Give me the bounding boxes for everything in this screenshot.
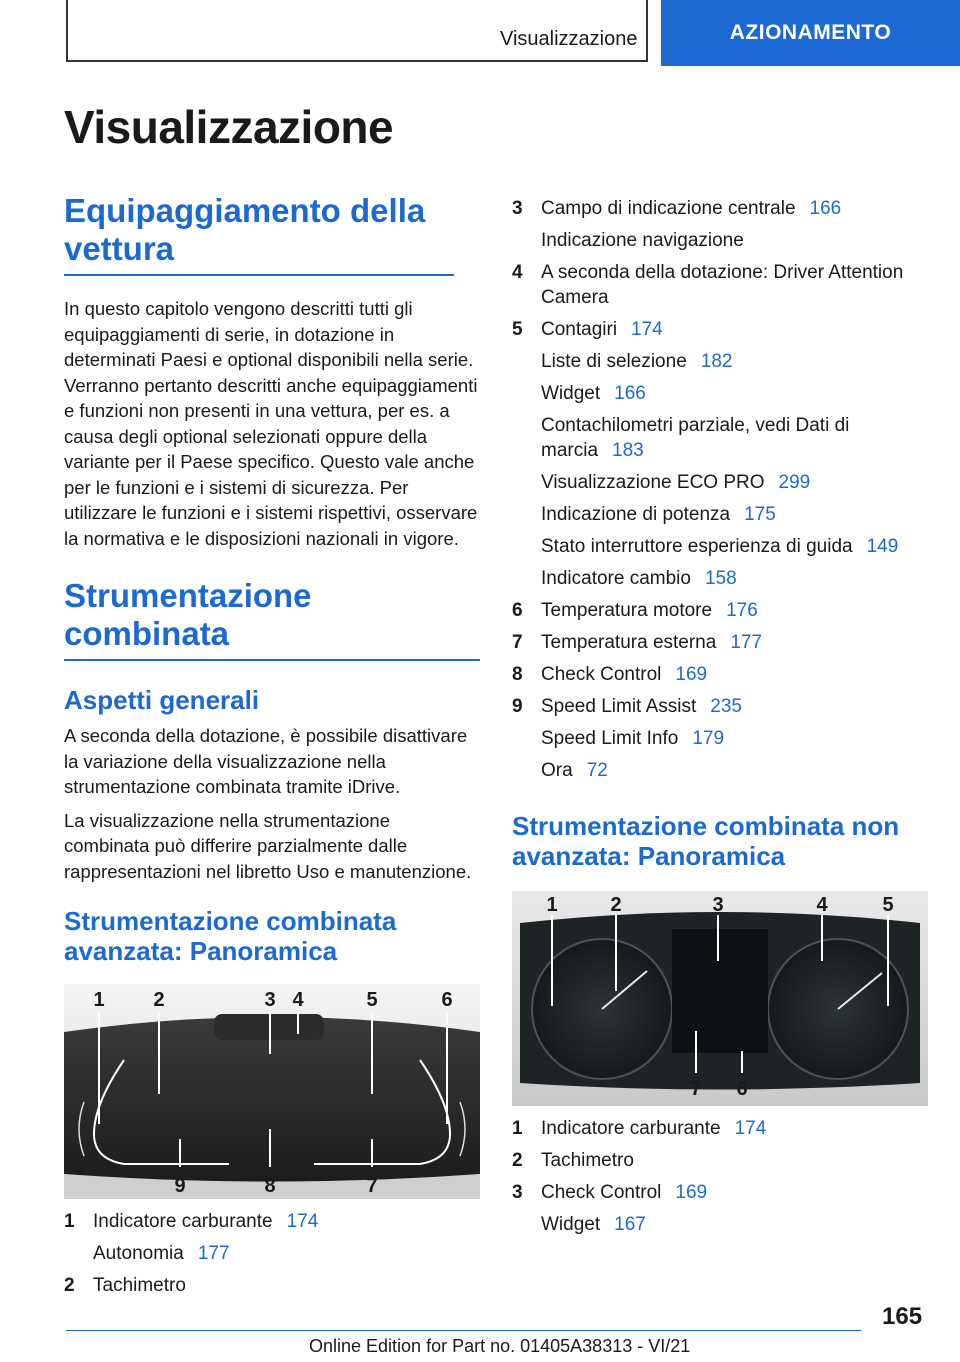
figure-label: 1: [546, 894, 558, 916]
item-text: Visualizzazione ECO PRO: [541, 472, 765, 493]
figure-label: 3: [264, 989, 276, 1011]
list-item: [512, 1148, 928, 1173]
item-text: Contagiri: [541, 319, 618, 340]
item-text: Indicatore carburante: [93, 1211, 273, 1232]
item-number: 3: [512, 1182, 523, 1203]
figure-label: 9: [174, 1175, 186, 1197]
footer-divider: [66, 1330, 861, 1331]
figure-label: 5: [882, 894, 894, 916]
item-text: Tachimetro: [93, 1275, 186, 1296]
page-ref-link[interactable]: 175: [744, 504, 776, 525]
page-ref-link[interactable]: 149: [866, 536, 899, 557]
item-text: Campo di indicazione centrale: [541, 198, 796, 219]
item-text: Contachilometri parziale, vedi Dati di marcia: [541, 415, 850, 461]
advanced-legend-list-continued: [512, 196, 928, 783]
list-item: [512, 598, 928, 623]
item-number: 8: [512, 664, 523, 685]
figure-label: 3: [712, 894, 724, 916]
general-paragraph-1: A seconda della dotazione, è possibile disattivare la variazione della visualizzazione nella strumentazione combinata tramite iDrive.: [64, 725, 468, 797]
figure-label: 6: [441, 989, 453, 1011]
footer-edition-text: Online Edition for Part no. 01405A38313 - VI/21: [309, 1336, 691, 1356]
item-text: Indicatore carburante: [541, 1118, 721, 1139]
page-ref-link[interactable]: 158: [704, 568, 737, 589]
item-number: 1: [64, 1211, 75, 1232]
list-item: [512, 694, 928, 783]
advanced-cluster-figure: [64, 984, 480, 1199]
page-number: 165: [882, 1303, 923, 1330]
figure-label: 1: [93, 989, 105, 1011]
item-text: Speed Limit Info: [541, 728, 679, 749]
figure-label: 7: [690, 1078, 702, 1100]
left-column: [64, 192, 480, 1298]
equipment-paragraph: In questo capitolo vengono descritti tutti gli equipaggiamenti di serie, in dotazione in determinati Paesi e optional disponibili nella serie. Verranno pertanto descritti anche equipaggiamenti e funzioni non presenti in una vettura, per es. a causa degli optional selezionati oppure della variante per il Paese specifico. Questo vale anche per le funzioni e i sistemi di sicurezza. Per utilizzare le funzioni e i sistemi rispettivi, osservare la normativa e le disposizioni nazionali in vigore.: [64, 298, 478, 549]
item-text: Widget: [541, 1214, 601, 1235]
advanced-legend-list: [64, 1209, 480, 1298]
chapter-tab[interactable]: [661, 0, 960, 66]
advanced-cluster-image: [64, 984, 480, 1199]
item-number: 6: [512, 600, 523, 621]
list-item: [512, 196, 928, 253]
page-ref-link[interactable]: 72: [586, 760, 608, 781]
page-ref-link[interactable]: 182: [700, 351, 733, 372]
figure-label: 5: [366, 989, 378, 1011]
item-text: Temperatura esterna: [541, 632, 717, 653]
item-text: Tachimetro: [541, 1150, 634, 1171]
item-text: Speed Limit Assist: [541, 696, 697, 717]
item-number: 2: [64, 1275, 75, 1296]
item-text: Indicazione di potenza: [541, 504, 731, 525]
page-ref-link[interactable]: 166: [809, 198, 842, 219]
page-ref-link[interactable]: 169: [675, 664, 708, 685]
page-ref-link[interactable]: 174: [631, 319, 663, 340]
page-title: Visualizzazione: [64, 101, 394, 153]
page-ref-link[interactable]: 299: [778, 472, 811, 493]
item-text: A seconda della dotazione: Driver Attention Camera: [541, 262, 904, 308]
subsection-title-standard-overview: Strumentazione combinata non avanzata: Panoramica: [512, 811, 900, 871]
subsection-title-general: Aspetti generali: [64, 685, 260, 715]
list-item: [512, 1180, 928, 1237]
header-section-title: Visualizzazione: [500, 28, 638, 50]
item-number: 4: [512, 262, 523, 283]
page-ref-link[interactable]: 176: [726, 600, 758, 621]
figure-label: 6: [736, 1078, 748, 1100]
item-number: 1: [512, 1118, 523, 1139]
standard-cluster-figure: [512, 891, 928, 1106]
page-ref-link[interactable]: 179: [692, 728, 725, 749]
item-number: 5: [512, 319, 523, 340]
figure-label: 2: [610, 894, 622, 916]
item-text: Check Control: [541, 1182, 662, 1203]
item-text: Indicazione navigazione: [541, 230, 744, 251]
list-item: [512, 662, 928, 687]
item-text: Indicatore cambio: [541, 568, 691, 589]
section-title-instrument-cluster: Strumentazione combinata: [64, 577, 480, 661]
item-number: 9: [512, 696, 523, 717]
item-number: 2: [512, 1150, 523, 1171]
item-text: Widget: [541, 383, 601, 404]
item-text: Check Control: [541, 664, 662, 685]
page-ref-link[interactable]: 177: [730, 632, 763, 653]
figure-label: 4: [816, 894, 828, 916]
figure-label: 8: [264, 1175, 276, 1197]
list-item: [512, 260, 928, 310]
item-number: 7: [512, 632, 523, 653]
chapter-tab-label: AZIONAMENTO: [729, 21, 892, 44]
standard-cluster-image: [512, 891, 928, 1106]
page-ref-link[interactable]: 235: [710, 696, 742, 717]
right-column: [512, 196, 928, 1237]
figure-label: 4: [292, 989, 304, 1011]
page-ref-link[interactable]: 174: [734, 1118, 767, 1139]
item-number: 3: [512, 198, 523, 219]
standard-legend-list: [512, 1116, 928, 1237]
item-text: Temperatura motore: [541, 600, 713, 621]
page-ref-link[interactable]: 174: [286, 1211, 319, 1232]
list-item: [64, 1209, 480, 1266]
item-text: Stato interruttore esperienza di guida: [541, 536, 853, 557]
figure-label: 7: [366, 1175, 378, 1197]
figure-label: 2: [153, 989, 165, 1011]
list-item: [512, 1116, 928, 1141]
page-ref-link[interactable]: 177: [197, 1243, 230, 1264]
list-item: [64, 1273, 480, 1298]
item-text: Liste di selezione: [541, 351, 687, 372]
page-ref-link[interactable]: 166: [614, 383, 646, 404]
list-item: [512, 630, 928, 655]
page-ref-link[interactable]: 183: [612, 440, 644, 461]
item-text: Ora: [541, 760, 573, 781]
page-ref-link[interactable]: 169: [675, 1182, 708, 1203]
list-item: [512, 317, 928, 591]
subsection-title-advanced-overview: Strumentazione combinata avanzata: Panoramica: [64, 906, 397, 966]
general-paragraph-2: La visualizzazione nella strumentazione combinata può differire parzialmente dalle rappresentazioni nel libretto Uso e manutenzione.: [64, 809, 472, 882]
page-ref-link[interactable]: 167: [614, 1214, 646, 1235]
section-title-equipment: Equipaggiamento della vettura: [64, 192, 454, 276]
item-text: Autonomia: [93, 1243, 184, 1264]
